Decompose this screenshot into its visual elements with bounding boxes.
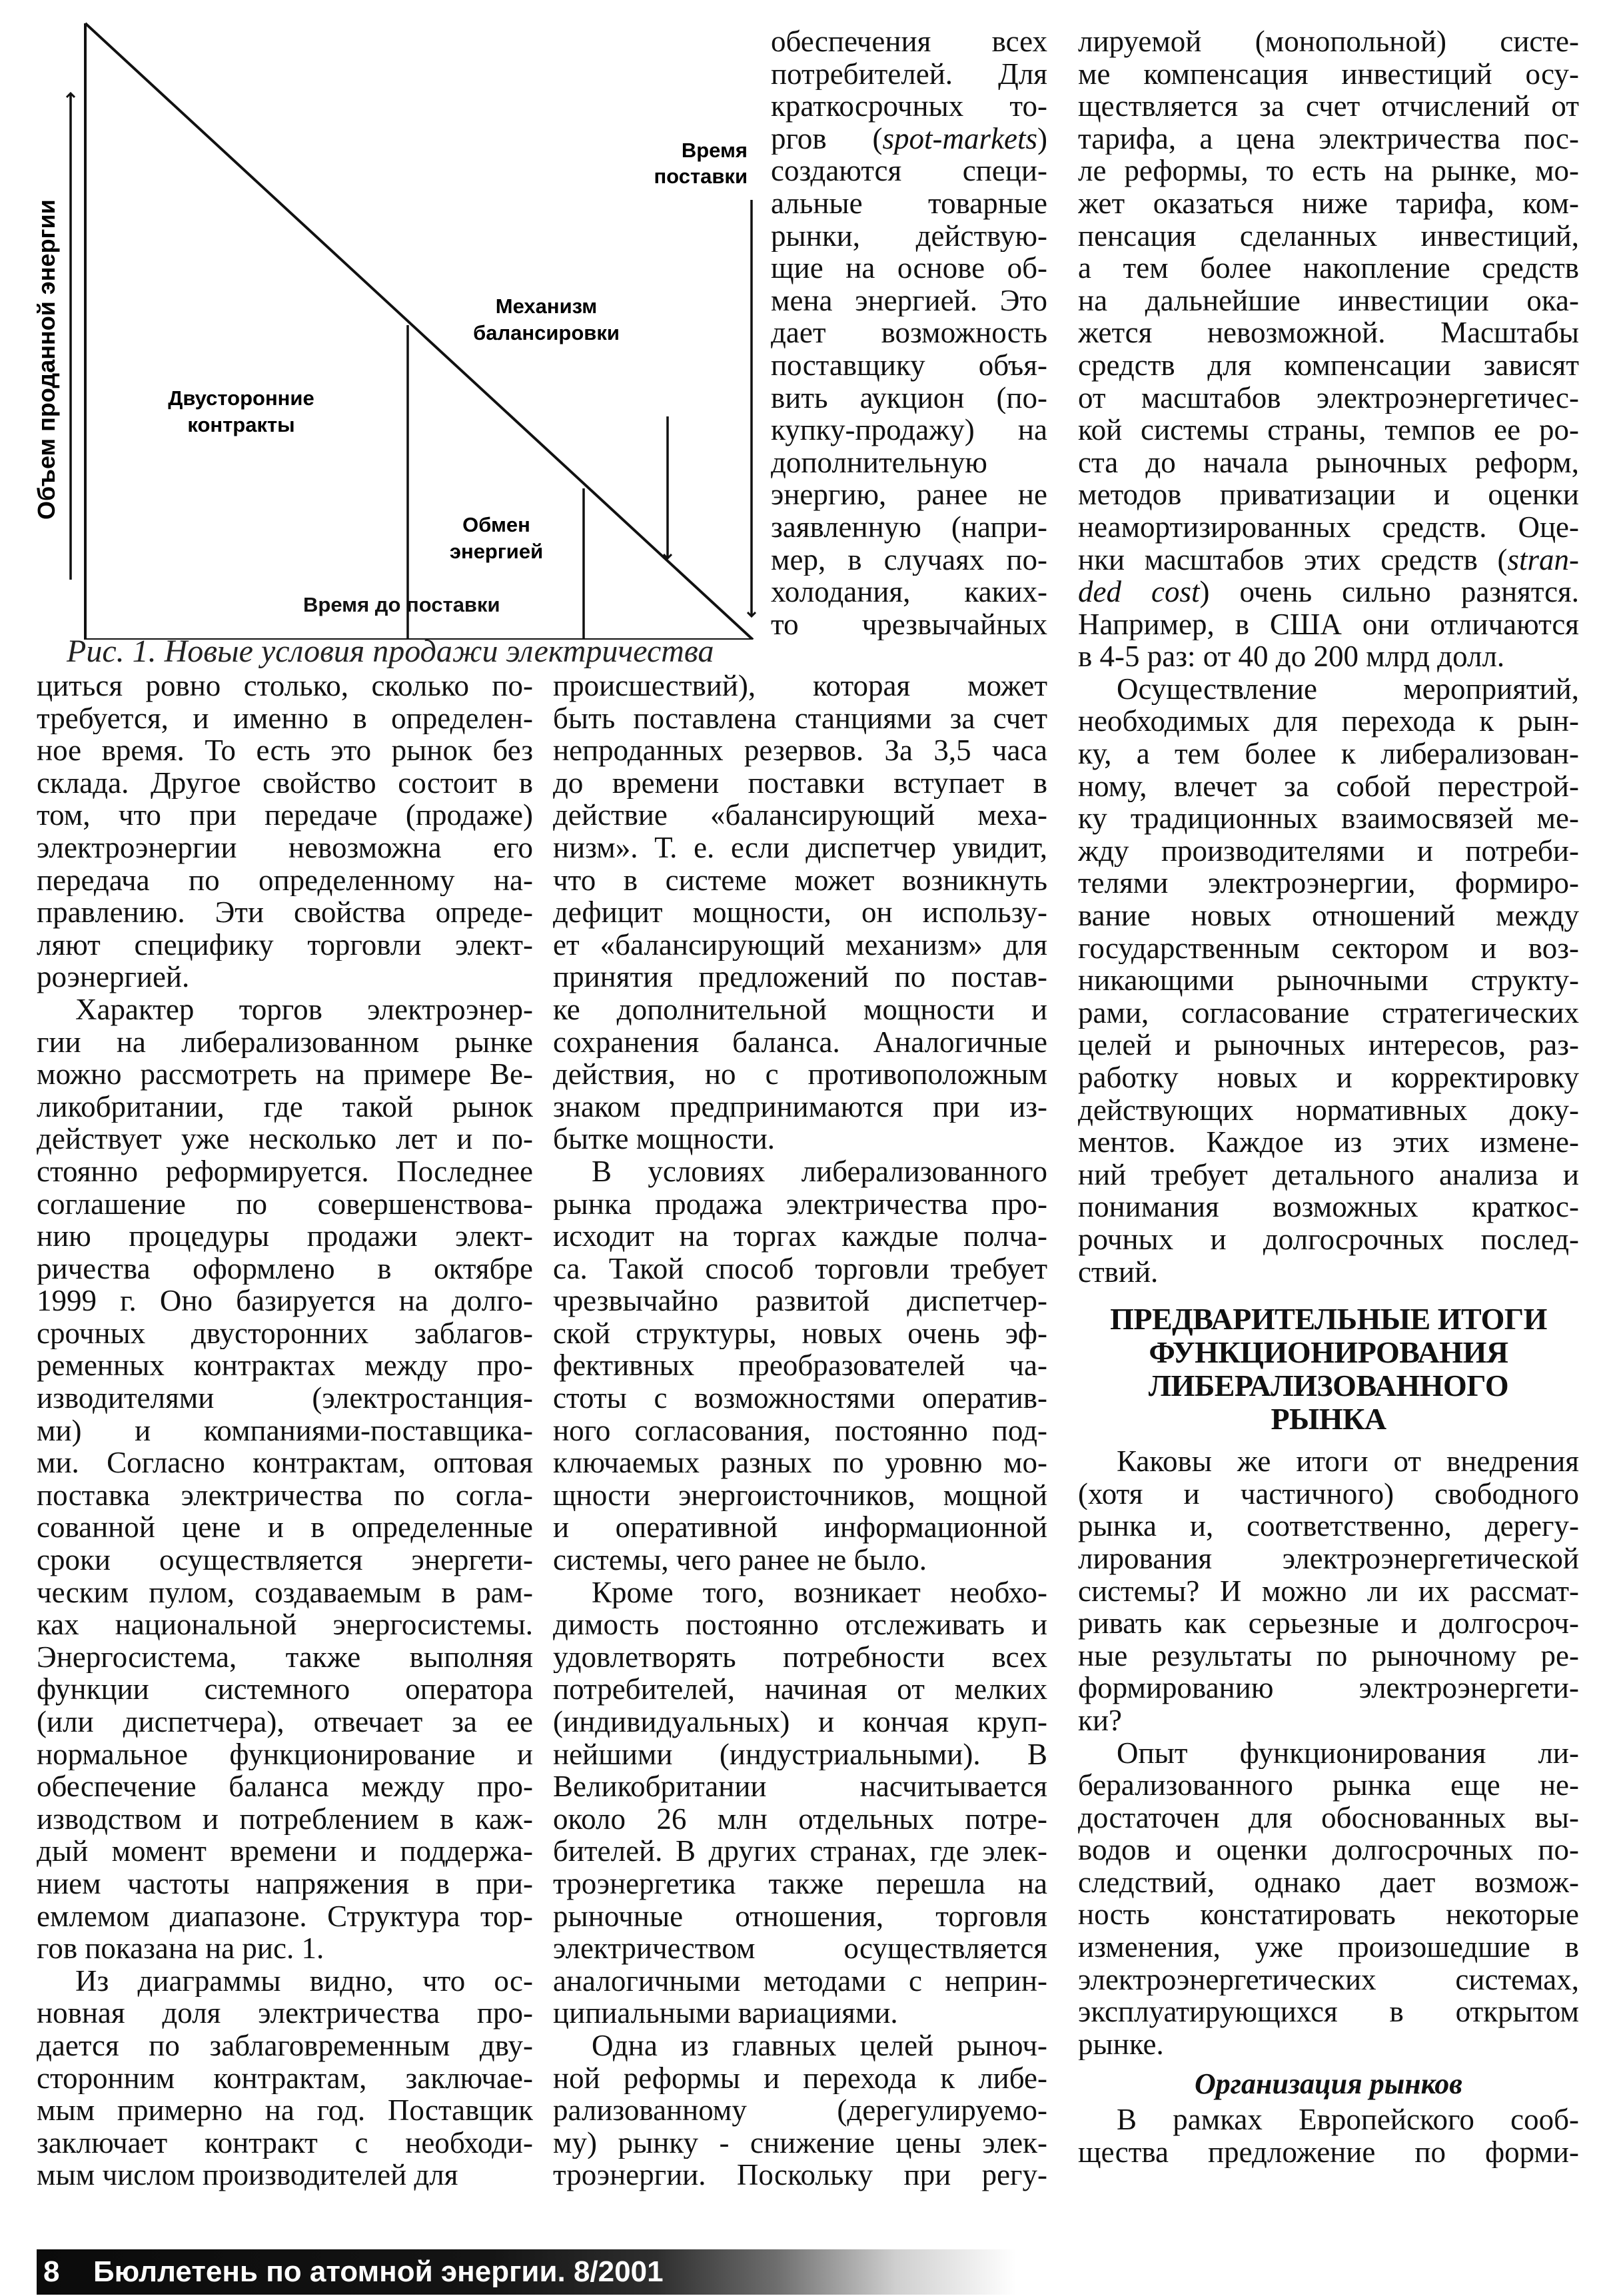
text-line: исходит на торгах каждые полча-	[553, 1220, 1047, 1253]
text-line: изводителями (электростанция-	[37, 1382, 533, 1415]
text-line: средств для компенсации зависят	[1078, 348, 1579, 382]
text-line: что в системе может возникнуть	[553, 863, 1047, 897]
text-line: дый момент времени и поддержа-	[37, 1835, 533, 1868]
text-line: краткосрочных то-	[771, 90, 1047, 123]
text-line: щества предложение по форми-	[1078, 2135, 1579, 2169]
text-line: электроэнергетических системах,	[1078, 1963, 1579, 1996]
text-line: ликобритании, где такой рынок	[37, 1090, 533, 1123]
text-line: в 4-5 раз: от 40 до 200 млрд долл.	[1078, 640, 1505, 673]
text-line: бителей. В других странах, где элек-	[553, 1835, 1047, 1868]
volume-hypotenuse	[85, 23, 753, 640]
region-energy-exchange: Обмен	[462, 513, 530, 536]
text-line: ме компенсация инвестиций осу-	[1078, 57, 1579, 91]
text-line: емлемом диапазоне. Структура тор-	[37, 1900, 533, 1933]
text-line: рынка и, соответственно, дерегу-	[1078, 1510, 1579, 1542]
text-line: мым числом производителей для	[37, 2159, 458, 2191]
page-number: 8	[43, 2255, 60, 2288]
text-line: формированию электроэнергети-	[1078, 1672, 1579, 1704]
text-line: ричества оформлено в октябре	[37, 1252, 533, 1285]
text-line: системы, чего ранее не было.	[553, 1544, 927, 1576]
text-line: ные результаты по рыночному ре-	[1078, 1639, 1579, 1672]
text-line: поставщику объя-	[771, 348, 1047, 382]
text-line: ременных контрактах между про-	[37, 1349, 533, 1383]
text-line: стоты с возможностями оператив-	[553, 1382, 1047, 1415]
region-balancing-mechanism-2: балансировки	[473, 321, 620, 344]
subsection-heading: Организация рынков	[1195, 2067, 1462, 2101]
text-line: достаточен для обоснованных вы-	[1078, 1801, 1579, 1834]
text-line: мым примерно на год. Поставщик	[37, 2094, 533, 2127]
text-line: знаком предпринимаются при из-	[553, 1090, 1047, 1123]
footer-bar	[37, 2249, 1036, 2295]
text-line: водов и оценки долгосрочных по-	[1078, 1834, 1579, 1866]
text-line: Осуществление мероприятий,	[1117, 672, 1579, 706]
text-line: новная доля электричества про-	[37, 1997, 533, 2029]
text-line: рыночные отношения, торговля	[553, 1900, 1047, 1933]
text-line: тарифа, а цена электричества пос-	[1078, 122, 1579, 155]
text-line: поставка электричества по согла-	[37, 1478, 533, 1512]
text-line: действует уже несколько лет и по-	[37, 1123, 533, 1155]
text-line: а тем более накопление средств	[1078, 252, 1579, 285]
text-line: Например, в США они отличаются	[1078, 608, 1579, 641]
text-line: са. Такой способ торговли требует	[553, 1252, 1047, 1285]
x-axis-label-wrap	[0, 593, 766, 633]
text-line: дает возможность	[771, 316, 1047, 349]
text-column-left	[37, 670, 533, 2191]
text-line: троэнергетика также перешла на	[553, 1867, 1047, 1900]
section-heading	[1078, 1303, 1579, 1436]
text-line: гов показана на рис. 1.	[37, 1932, 324, 1965]
text-line: действия, но с противоположным	[553, 1058, 1047, 1091]
text-line: рынке.	[1078, 2027, 1164, 2061]
heading-line: ЛИБЕРАЛИЗОВАННОГО	[1148, 1369, 1509, 1403]
text-line: от масштабов электроэнергетичес-	[1078, 381, 1579, 414]
text-line: передача по определенному на-	[37, 863, 533, 897]
text-line: ческим пулом, создаваемым в рам-	[37, 1576, 533, 1609]
text-line: бытке мощности.	[553, 1123, 776, 1155]
text-line: быть поставлена станциями за счет	[553, 702, 1047, 735]
text-line: рынки, действую-	[771, 219, 1047, 253]
text-line: соглашение по совершенствова-	[37, 1187, 533, 1221]
text-line: дефицит мощности, он использу-	[553, 896, 1047, 929]
region-bilateral-contracts-2: контракты	[187, 413, 295, 436]
text-line: понимания возможных краткос-	[1078, 1191, 1579, 1223]
text-line: сторонним контрактам, заключае-	[37, 2061, 533, 2095]
text-line: происшествий), которая может	[553, 670, 1047, 702]
text-line: альные товарные	[771, 187, 1047, 220]
text-line: роэнергией.	[37, 961, 190, 993]
text-column-upper-middle	[771, 25, 1047, 640]
text-line: Каковы же итоги от внедрения	[1117, 1445, 1579, 1478]
text-line: обеспечение баланса между про-	[37, 1770, 533, 1803]
text-line: (индивидуальных) и кончая круп-	[553, 1706, 1047, 1738]
text-line: 1999 г. Оно базируется на долго-	[37, 1285, 533, 1317]
text-line: дается по заблаговременным дву-	[37, 2029, 533, 2062]
text-line: аналогичными методами с неприн-	[553, 1964, 1047, 1998]
text-line: ципиальными вариациями.	[553, 1997, 898, 2029]
text-line: можно рассмотреть на примере Ве-	[37, 1058, 533, 1091]
text-line: фективных преобразователей ча-	[553, 1349, 1047, 1383]
text-line: чрезвычайно развитой диспетчер-	[553, 1285, 1047, 1317]
text-line: ному, влечет за собой перестрой-	[1078, 770, 1579, 803]
text-line: гии на либерализованном рынке	[37, 1025, 533, 1059]
text-line: Характер торгов электроэнер-	[75, 993, 533, 1026]
text-line: на дальнейшие инвестиции ока-	[1078, 284, 1579, 317]
text-line: нки масштабов этих средств (stran-	[1078, 543, 1579, 576]
text-line: лирования электроэнергетической	[1078, 1542, 1579, 1575]
text-line: целей и рыночных интересов, раз-	[1078, 1029, 1579, 1061]
text-line: ность констатировать некоторые	[1078, 1898, 1579, 1932]
text-line: электричеством осуществляется	[553, 1932, 1047, 1965]
text-line: нормальное функционирование и	[37, 1738, 533, 1771]
text-line: циться ровно столько, сколько по-	[37, 670, 533, 702]
text-line: ствий.	[1078, 1255, 1159, 1289]
y-axis-label: Объем проданной энергии	[33, 199, 60, 520]
text-line: стоянно реформируется. Последнее	[37, 1155, 533, 1188]
text-line: димость постоянно отслеживать и	[553, 1608, 1047, 1641]
text-line: ded cost) очень сильно разнятся.	[1078, 576, 1579, 608]
heading-line: ПРЕДВАРИТЕЛЬНЫЕ ИТОГИ	[1110, 1302, 1547, 1337]
heading-line: ФУНКЦИОНИРОВАНИЯ	[1149, 1335, 1508, 1370]
text-line: дополнительную	[771, 446, 987, 479]
figure-market-structure-diagram	[0, 0, 766, 640]
text-line: потребителей, начиная от мелких	[553, 1673, 1047, 1706]
text-line: нию процедуры продажи элект-	[37, 1220, 533, 1253]
text-line: действующих нормативных доку-	[1078, 1093, 1579, 1127]
text-line: троэнергии. Поскольку при регу-	[553, 2159, 1047, 2191]
delivery-label-line1: Время	[681, 139, 748, 162]
text-line: лируемой (монопольной) систе-	[1078, 25, 1579, 58]
text-line: Опыт функционирования ли-	[1117, 1736, 1579, 1770]
text-line: ми) и компаниями-поставщика-	[37, 1414, 533, 1447]
region-energy-exchange-2: энергией	[449, 540, 544, 563]
triangle-diagram	[0, 0, 766, 640]
text-line: ментов. Каждое из этих измене-	[1078, 1126, 1579, 1159]
text-line: создаются специ-	[771, 155, 1047, 187]
text-line: эксплуатирующихся в открытом	[1078, 1996, 1579, 2028]
text-line: ет «балансирующий механизм» для	[553, 928, 1047, 961]
journal-title: Бюллетень по атомной энергии. 8/2001	[93, 2255, 664, 2288]
text-line: и оперативной информационной	[553, 1511, 1047, 1544]
text-line: ляют специфику торговли элект-	[37, 928, 533, 961]
text-line: Кроме того, возникает необхо-	[592, 1576, 1047, 1609]
text-line: энергию, ранее не	[771, 478, 1047, 511]
text-line: никающими рыночными структу-	[1078, 964, 1579, 997]
text-line: заявленную (напри-	[771, 510, 1047, 544]
text-line: (или диспетчера), отвечает за ее	[37, 1706, 533, 1738]
region-bilateral-contracts: Двусторонние	[168, 386, 314, 410]
text-line: работку новых и корректировку	[1078, 1061, 1579, 1094]
text-line: около 26 млн отдельных потре-	[553, 1802, 1047, 1836]
text-line: ний требует детального анализа и	[1078, 1158, 1579, 1191]
text-line: рочных и долгосрочных послед-	[1078, 1223, 1579, 1256]
text-line: Великобритании насчитывается	[553, 1770, 1047, 1803]
text-line: системы? И можно ли их рассмат-	[1078, 1574, 1579, 1608]
text-line: ле реформы, то есть на рынке, мо-	[1078, 155, 1579, 187]
text-line: пенсация сделанных инвестиций,	[1078, 219, 1579, 253]
text-line: ста до начала рыночных реформ,	[1078, 446, 1579, 479]
text-line: требуется, и именно в определен-	[37, 702, 533, 735]
text-line: необходимых для перехода к рын-	[1078, 705, 1579, 738]
text-line: изменения, уже произошедшие в	[1078, 1931, 1579, 1964]
text-line: Энергосистема, также выполняя	[37, 1640, 533, 1674]
text-line: сованной цене и в определенные	[37, 1511, 533, 1544]
text-line: рализованному (дерегулируемо-	[553, 2094, 1047, 2127]
text-line: жется невозможной. Масштабы	[1078, 316, 1579, 349]
text-line: заключает контракт с необходи-	[37, 2126, 533, 2159]
text-line: щности энергоисточников, мощной	[553, 1478, 1047, 1512]
text-line: ки?	[1078, 1704, 1122, 1737]
text-line: ное время. То есть это рынок без	[37, 734, 533, 767]
text-line: ках национальной энергосистемы.	[37, 1608, 533, 1641]
text-line: функции системного оператора	[37, 1673, 533, 1706]
text-line: ке дополнительной мощности и	[553, 993, 1047, 1026]
text-line: кой системы страны, темпов ее ро-	[1078, 414, 1579, 446]
text-line: то чрезвычайных	[771, 608, 1047, 641]
text-line: потребителей. Для	[771, 57, 1047, 91]
text-line: непроданных резервов. За 3,5 часа	[553, 734, 1047, 767]
text-line: ми. Согласно контрактам, оптовая	[37, 1446, 533, 1479]
text-line: ществляется за счет отчислений от	[1078, 90, 1579, 123]
delivery-label-line2: поставки	[654, 165, 748, 188]
text-line: обеспечения всех	[771, 25, 1047, 58]
text-line: срочных двусторонних заблагов-	[37, 1317, 533, 1350]
text-line: рынка продажа электричества про-	[553, 1187, 1047, 1221]
text-line: купку-продажу) на	[771, 414, 1047, 446]
text-line: В условиях либерализованного	[592, 1155, 1047, 1188]
text-line: склада. Другое свойство состоит в	[37, 766, 533, 800]
text-column-right	[1078, 25, 1579, 2168]
text-line: жду производителями и потреби-	[1078, 834, 1579, 867]
text-line: неамортизированных средств. Оце-	[1078, 510, 1579, 544]
text-line: методов приватизации и оценки	[1078, 478, 1579, 511]
text-line: мена энергией. Это	[771, 284, 1047, 317]
text-line: берализованного рынка еще не-	[1078, 1769, 1579, 1802]
text-line: В рамках Европейского сооб-	[1117, 2103, 1579, 2136]
text-line: мер, в случаях по-	[771, 543, 1047, 576]
text-line: принятия предложений по постав-	[553, 961, 1047, 993]
heading-line: РЫНКА	[1271, 1402, 1386, 1436]
text-line: холодания, каких-	[771, 576, 1047, 608]
region-balancing-mechanism: Механизм	[495, 294, 598, 318]
text-line: ключаемых разных по уровню мо-	[553, 1446, 1047, 1479]
text-line: нием частоты напряжения в при-	[37, 1867, 533, 1900]
text-line: нейшими (индустриальными). В	[553, 1738, 1047, 1771]
text-line: до времени поставки вступает в	[553, 766, 1047, 800]
text-line: действие «балансирующий меха-	[553, 799, 1047, 832]
text-line: Из диаграммы видно, что ос-	[75, 1964, 533, 1998]
text-line: следствий, однако дает возмож-	[1078, 1866, 1579, 1899]
text-line: телями электроэнергии, формиро-	[1078, 867, 1579, 900]
text-line: том, что при передаче (продаже)	[37, 799, 533, 832]
text-line: сохранения баланса. Аналогичные	[553, 1025, 1047, 1059]
text-line: му) рынку - снижение цены элек-	[553, 2126, 1047, 2159]
figure-caption: Рис. 1. Новые условия продажи электричества	[67, 634, 714, 669]
text-line: правлению. Эти свойства опреде-	[37, 896, 533, 929]
text-line: ку, а тем более к либерализован-	[1078, 738, 1579, 770]
text-line: ного согласования, постоянно под-	[553, 1414, 1047, 1447]
text-line: государственным сектором и воз-	[1078, 931, 1579, 965]
text-line: электроэнергии невозможна его	[37, 831, 533, 864]
text-line: низм». Т. е. если диспетчер увидит,	[553, 831, 1047, 864]
text-line: Одна из главных целей рыноч-	[592, 2029, 1047, 2062]
text-column-middle	[553, 670, 1047, 2191]
x-axis-label: Время до поставки	[303, 593, 500, 616]
text-line: ской структуры, новых очень эф-	[553, 1317, 1047, 1350]
text-line: ривать как серьезные и долгосроч-	[1078, 1607, 1579, 1640]
text-line: щие на основе об-	[771, 252, 1047, 285]
text-line: сроки осуществляется энергети-	[37, 1544, 533, 1576]
text-line: ной реформы и перехода к либе-	[553, 2061, 1047, 2095]
text-line: изводством и потреблением в каж-	[37, 1802, 533, 1836]
text-line: рами, согласование стратегических	[1078, 996, 1579, 1029]
text-line: жет оказаться ниже тарифа, ком-	[1078, 187, 1579, 220]
text-line: вить аукцион (по-	[771, 381, 1047, 414]
text-line: (хотя и частичного) свободного	[1078, 1477, 1579, 1510]
text-line: ку традиционных взаимосвязей ме-	[1078, 802, 1579, 835]
text-line: удовлетворять потребности всех	[553, 1640, 1047, 1674]
text-line: ргов (spot-markets)	[771, 122, 1047, 155]
text-line: вание новых отношений между	[1078, 899, 1579, 932]
